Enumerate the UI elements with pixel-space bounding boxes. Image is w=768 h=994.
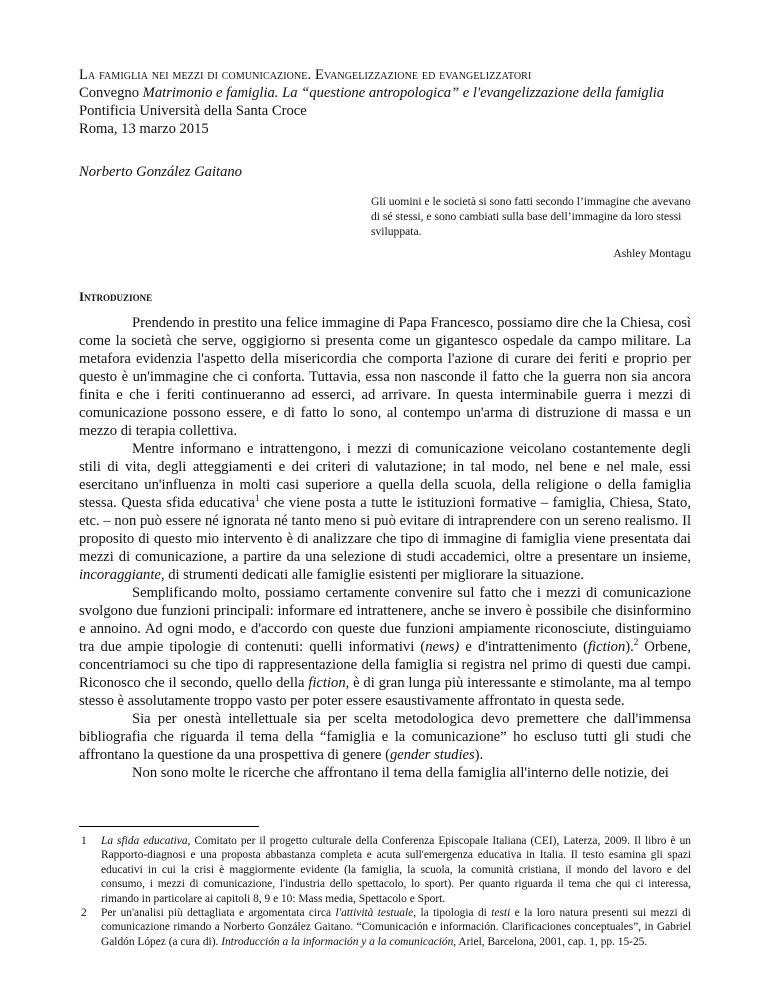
footnote-divider	[79, 826, 259, 827]
conference-title: Matrimonio e famiglia. La “questione antropologica” e l'evangelizzazione della famiglia	[142, 85, 665, 101]
document-title	[79, 66, 699, 84]
document-header	[79, 66, 699, 138]
paragraph-2	[79, 440, 691, 584]
footnote-text: Per un'analisi più dettagliata e argomentata circa	[101, 907, 336, 920]
epigraph-attribution: Ashley Montagu	[613, 247, 691, 260]
paragraph-2-text: che viene posta a tutte le istituzioni formative – famiglia, Chiesa, Stato, etc. – non può essere né ignorata né tanto meno si può evitare di intraprendere con un sereno realismo. Il proposito di questo mio intervento è di analizzare che tipo di immagine di famiglia viene presentata dai mezzi di comunicazione, a partire da una selezione di studi accademici, oltre a presentare un insieme,	[79, 495, 691, 565]
footnote-number: 2	[81, 907, 87, 920]
footnotes	[79, 834, 691, 949]
paragraph-3-emphasis: news)	[425, 639, 460, 655]
paragraph-3-emphasis: fiction	[587, 639, 626, 655]
paragraph-3-text: Semplificando molto, possiamo certamente convenire sul fatto che i mezzi di comunicazione svolgono due funzioni principali: informare ed intrattenere, anche se invero è possibile che disinformino e annoino. Ad ogni modo, e d'accordo con queste due funzioni ampiamente riconosciute, distinguiamo tra due ampie tipologie di contenuti: quelli informativi (	[79, 585, 691, 655]
paragraph-3-emphasis: fiction	[308, 675, 346, 691]
paragraph-2-emphasis: incoraggiante	[79, 567, 161, 583]
footnote-text: , la tipologia di	[413, 907, 492, 920]
title-part-2: Evangelizzazione ed evangelizzatori	[311, 67, 532, 83]
footnote-text: , Comitato per il progetto culturale della Conferenza Episcopale Italiana (CEI), Laterza, 2009. Il libro è un Rapporto-diagnosi e una proposta abbastanza completa e acuta sull'emergenza educativa in Italia. Il testo esamina gli spazi educativi in cui la crisi è maggiormente evidente (la famiglia, la scuola, la comunità cristiana, il mondo del lavoro e del consumo, i mezzi di comunicazione, l'industria dello spettacolo, lo sport). Per quanto riguarda il tema che qui ci interessa, rimando in particolare ai capitoli 8, 9 e 10: Mass media, Spettacolo e Sport.	[101, 835, 692, 905]
footnote-emphasis: La sfida educativa	[101, 835, 188, 847]
paragraph-2-text: Mentre informano e intrattengono, i mezzi di comunicazione veicolano costantemente degli stili di vita, degli atteggiamenti e dei criteri di valutazione; in tal modo, nel bene e nel male, essi esercitano un'influenza in molti casi superiore a quella della scuola, della religione o della famiglia stessa. Questa sfida educativa	[79, 441, 691, 511]
paragraph-3	[79, 584, 691, 710]
author-name: Norberto González Gaitano	[79, 164, 242, 180]
epigraph-text: Gli uomini e le società si sono fatti secondo l’immagine che avevano di sé stessi, e sono cambiati sulla base dell’immagine da loro stessi sviluppata.	[371, 195, 691, 238]
footnote-ref-2[interactable]: 2	[633, 637, 639, 648]
paragraph-4	[79, 710, 691, 764]
conference-line	[79, 84, 699, 102]
footnote-ref-1[interactable]: 1	[255, 493, 260, 504]
paragraph-4-text: ).	[474, 747, 484, 763]
footnote-text: e la loro natura presenti sui mezzi di comunicazione rimando a Norberto González Gaitano. “Comunicación e información. Clarificaciones conceptuales”, in Gabriel Galdón López (a cura di).	[101, 907, 691, 948]
institution: Pontificia Università della Santa Croce	[79, 103, 307, 119]
paragraph-3-text: ).	[625, 639, 634, 655]
footnote-emphasis: testi	[491, 907, 511, 920]
footnote-emphasis: l'attività testuale	[335, 907, 414, 920]
section-heading: Introduzione	[79, 289, 153, 304]
footnote-number: 1	[81, 835, 87, 847]
place-date: Roma, 13 marzo 2015	[79, 121, 209, 137]
paragraph-3-text: e d'intrattenimento (	[459, 639, 588, 655]
paragraph-5: Non sono molte le ricerche che affrontano il tema della famiglia all'interno delle notizie, dei	[132, 765, 669, 781]
footnote-1	[79, 834, 691, 906]
paragraph-2-text: , di strumenti dedicati alle famiglie esistenti per migliorare la situazione.	[160, 567, 584, 583]
paragraph-3-text: , è di gran lunga più interessante e stimolante, ma al tempo stesso è assolutamente troppo vasto per poter essere esaustivamente affrontato in questa sede.	[79, 675, 691, 709]
paragraph-4-emphasis: gender studies	[389, 747, 475, 763]
paragraph-4-text: Sia per onestà intellettuale sia per scelta metodologica devo premettere che dall'immensa bibliografia che riguarda il tema della “famiglia e la comunicazione” ho escluso tutti gli studi che affrontano la questione da una prospettiva di genere (	[79, 711, 691, 763]
paragraph-1: Prendendo in prestito una felice immagine di Papa Francesco, possiamo dire che la Chiesa, così come la società che serve, oggigiorno si presenta come un gigantesco ospedale da campo militare. La metafora evidenzia l'aspetto della misericordia che comporta l'azione di curare dei feriti e proprio per questo è un'immagine che ci conforta. Tuttavia, essa non nasconde il fatto che la guerra non sia ancora finita e che i feriti continueranno ad esserci, ad arrivare. In questa interminabile guerra i mezzi di comunicazione possono essere, e di fatto lo sono, al contempo un'arma di distruzione di massa e un mezzo di terapia collettiva.	[79, 315, 691, 439]
title-part-1: La famiglia nei mezzi di comunicazione.	[79, 67, 312, 83]
footnote-text: , Ariel, Barcelona, 2001, cap. 1, pp. 15-25.	[453, 935, 648, 948]
paragraph-3-text: Orbene, concentriamoci su che tipo di rappresentazione della famiglia si registra nel primo di questi due campi. Riconosco che il secondo, quello della	[79, 639, 691, 691]
epigraph	[371, 194, 691, 261]
footnote-emphasis: Introducción a la información y a la comunicación	[221, 935, 454, 948]
footnote-2	[79, 906, 691, 949]
body-text	[79, 314, 691, 782]
conference-prefix: Convegno	[79, 85, 143, 101]
